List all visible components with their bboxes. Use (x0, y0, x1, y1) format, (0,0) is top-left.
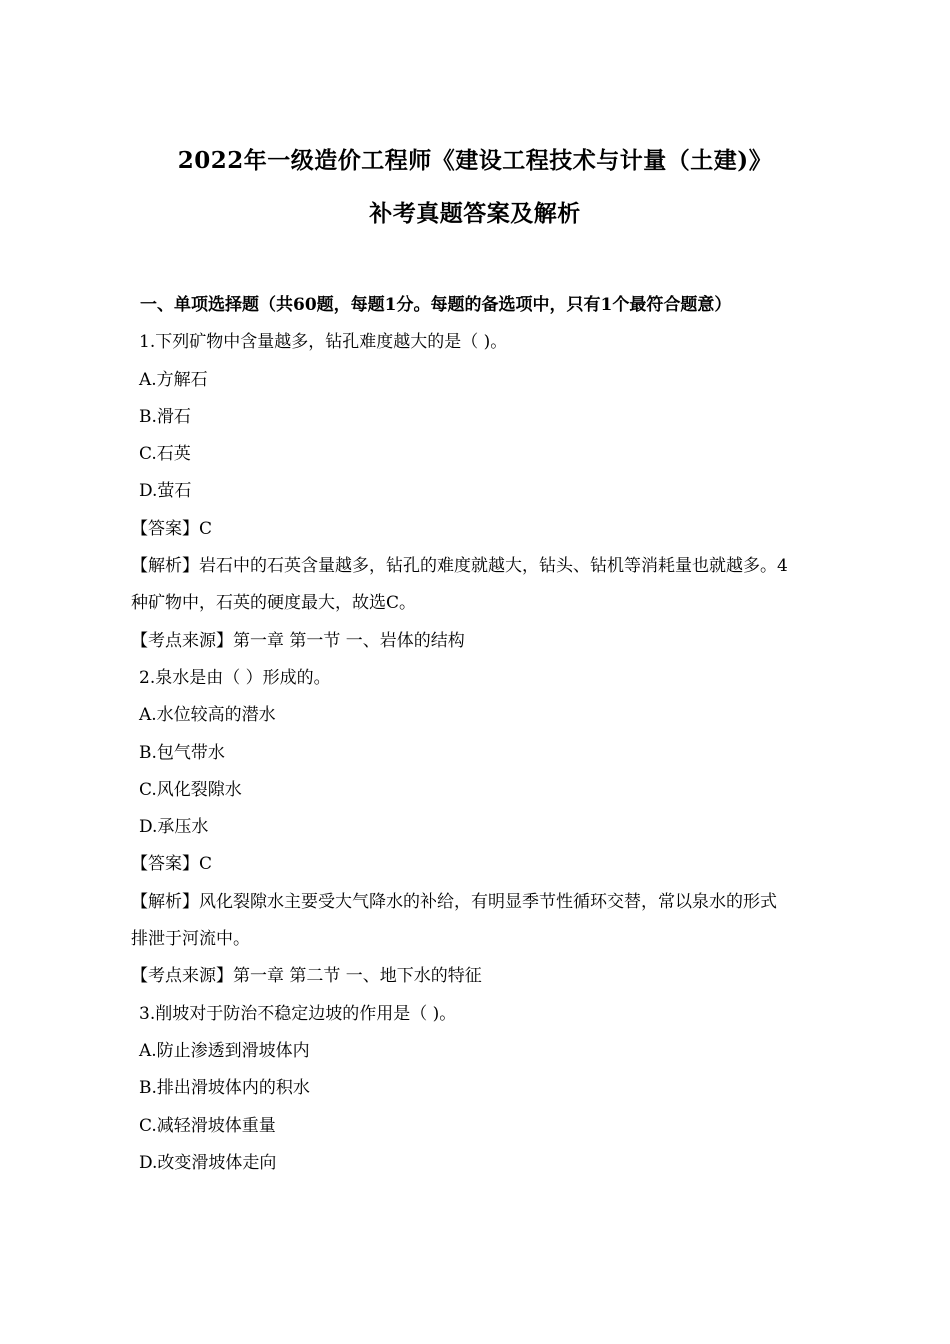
question-2-option-b: B.包气带水 (139, 742, 225, 763)
question-2-answer: 【答案】C (131, 854, 213, 875)
document-title-line-1: 2022年一级造价工程师《建设工程技术与计量（土建)》 (177, 147, 773, 174)
question-2-source: 【考点来源】第一章 第二节 一、地下水的特征 (131, 966, 482, 987)
question-2-option-c: C.风化裂隙水 (139, 779, 242, 800)
question-1-analysis (131, 548, 866, 623)
question-2-option-a: A.水位较高的潜水 (139, 705, 276, 726)
question-1-stem: 1.下列矿物中含量越多，钻孔难度越大的是（ )。 (139, 332, 508, 353)
question-2-stem: 2.泉水是由（ ）形成的。 (139, 667, 331, 688)
question-1-answer: 【答案】C (131, 518, 213, 539)
question-1-analysis-line-2: 种矿物中，石英的硬度最大，故选C。 (131, 593, 417, 614)
question-1-option-d: D.萤石 (139, 481, 192, 502)
question-3-option-d: D.改变滑坡体走向 (139, 1152, 277, 1173)
question-3-option-c: C.减轻滑坡体重量 (139, 1115, 276, 1136)
question-3-option-a: A.防止渗透到滑坡体内 (139, 1040, 310, 1061)
question-2-analysis (131, 884, 866, 959)
document-title-line-2: 补考真题答案及解析 (369, 200, 581, 227)
question-1-option-c: C.石英 (139, 444, 191, 465)
document-body (0, 287, 950, 1182)
section-heading: 一、单项选择题（共60题，每题1分。每题的备选项中，只有1个最符合题意） (140, 295, 732, 315)
question-3-option-b: B.排出滑坡体内的积水 (139, 1078, 310, 1099)
question-1-source: 【考点来源】第一章 第一节 一、岩体的结构 (131, 630, 465, 651)
question-3-stem: 3.削坡对于防治不稳定边坡的作用是（ )。 (139, 1003, 457, 1024)
question-1-option-b: B.滑石 (139, 406, 191, 427)
question-1-analysis-line-1: 【解析】岩石中的石英含量越多，钻孔的难度就越大，钻头、钻机等消耗量也就越多。4 (131, 556, 788, 577)
question-1-option-a: A.方解石 (139, 369, 208, 390)
question-2-analysis-line-2: 排泄于河流中。 (131, 929, 250, 950)
question-2-analysis-line-1: 【解析】风化裂隙水主要受大气降水的补给，有明显季节性循环交替，常以泉水的形式 (131, 891, 777, 912)
question-2-option-d: D.承压水 (139, 817, 209, 838)
